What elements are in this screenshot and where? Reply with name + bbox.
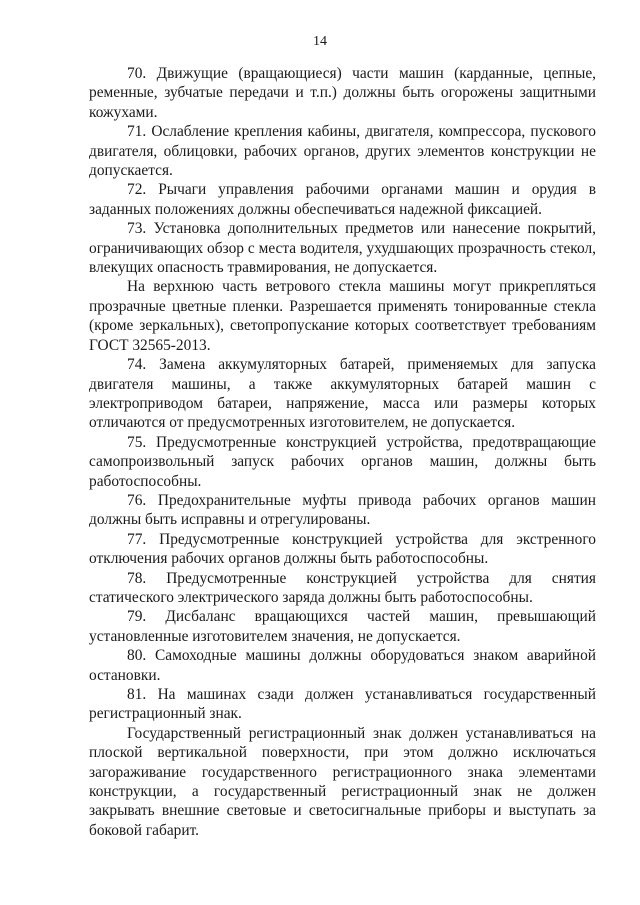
paragraph-73: 73. Установка дополнительных предметов или нанесение покрытий, ограничивающих обзор с места водителя, ухудшающих прозрачность стекол, влекущих опасность травмирования, не допускается. — [89, 220, 596, 277]
paragraph-78: 78. Предусмотренные конструкцией устройства для снятия статического электрического заряда должны быть работоспособны. — [89, 569, 596, 606]
paragraph-70: 70. Движущие (вращающиеся) части машин (карданные, цепные, ременные, зубчатые передачи и т.п.) должны быть огорожены защитными кожухами. — [89, 65, 596, 121]
page-number: 14 — [313, 34, 327, 49]
paragraph-72: 72. Рычаги управления рабочими органами машин и орудия в заданных положениях должны обеспечиваться надежной фиксацией. — [89, 181, 596, 218]
paragraph-71: 71. Ослабление крепления кабины, двигателя, компрессора, пускового двигателя, облицовки, рабочих органов, других элементов конструкции не допускается. — [89, 123, 596, 180]
body-text — [89, 64, 596, 840]
paragraph-79: 79. Дисбаланс вращающихся частей машин, превышающий установленные изготовителем значения, не допускается. — [89, 608, 596, 645]
paragraph-81-continuation: Государственный регистрационный знак должен устанавливаться на плоской вертикальной поверхности, при этом должно исключаться загораживание государственного регистрационного знака элементами конструкции, а государственный регистрационный знак не должен закрывать внешние световые и светосигнальные приборы и выступать за боковой габарит. — [89, 724, 596, 839]
paragraph-73-continuation: На верхнюю часть ветрового стекла машины могут прикрепляться прозрачные цветные пленки. Разрешается применять тонированные стекла (кроме зеркальных), светопропускание которых соответствует требованиям ГОСТ 32565-2013. — [89, 278, 596, 354]
paragraph-76: 76. Предохранительные муфты привода рабочих органов машин должны быть исправны и отрегулированы. — [89, 491, 596, 529]
paragraph-80: 80. Самоходные машины должны оборудоваться знаком аварийной остановки. — [89, 647, 596, 684]
paragraph-81: 81. На машинах сзади должен устанавливаться государственный регистрационный знак. — [89, 686, 596, 723]
paragraph-75: 75. Предусмотренные конструкцией устройства, предотвращающие самопроизвольный запуск рабочих органов машин, должны быть работоспособны. — [89, 433, 596, 490]
paragraph-77: 77. Предусмотренные конструкцией устройства для экстренного отключения рабочих органов должны быть работоспособны. — [89, 530, 596, 568]
paragraph-74: 74. Замена аккумуляторных батарей, применяемых для запуска двигателя машины, а также аккумуляторных батарей машин с электроприводом батареи, напряжение, масса или размеры которых отличаются от предусмотренных изготовителем, не допускается. — [89, 356, 596, 432]
